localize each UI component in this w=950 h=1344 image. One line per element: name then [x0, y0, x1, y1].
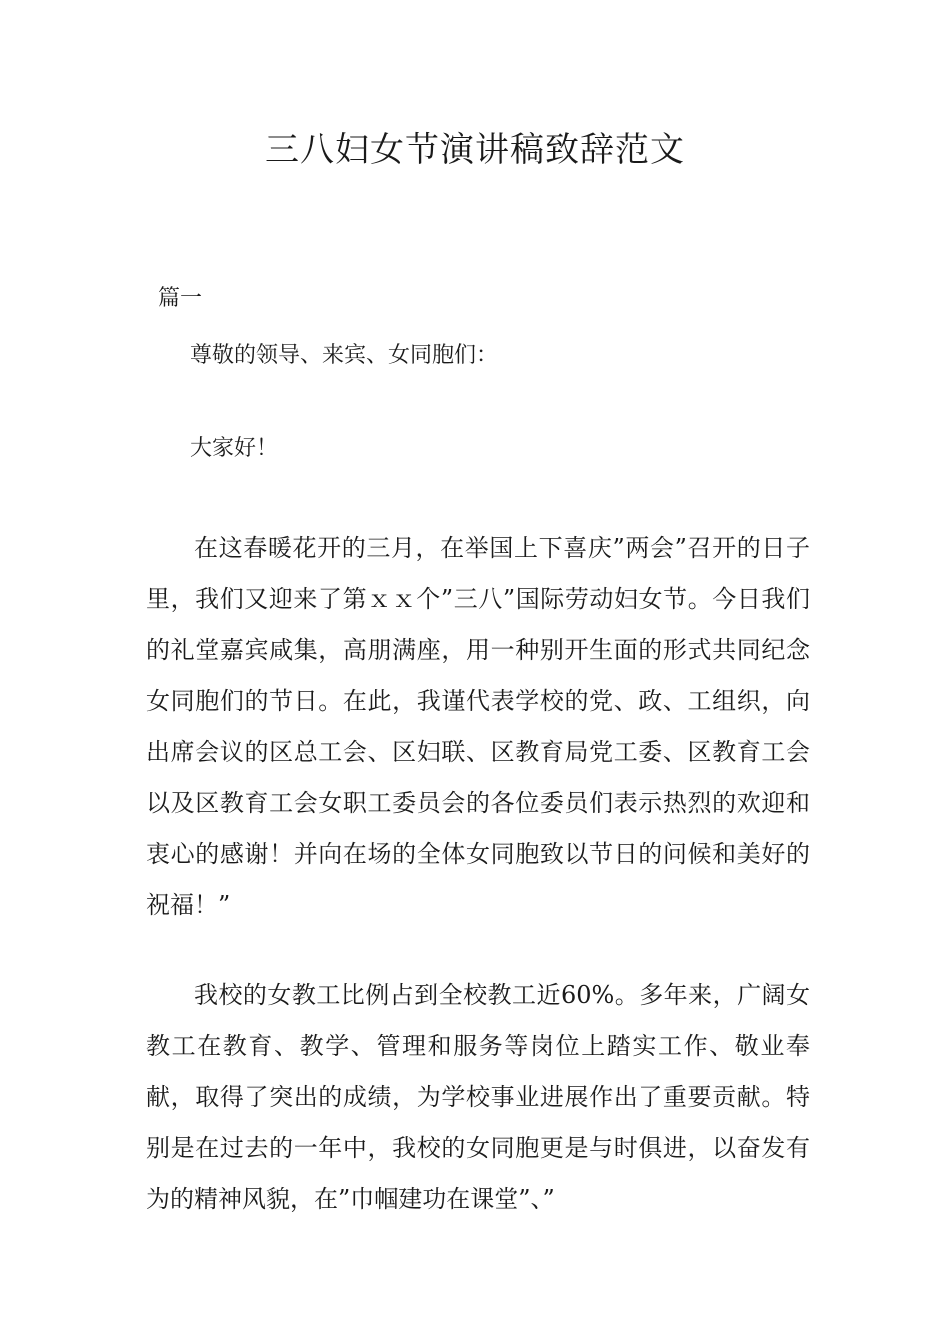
- body-paragraph-1: 在这春暖花开的三月，在举国上下喜庆”两会”召开的日子里，我们又迎来了第ｘｘ个”三八”国际劳动妇女节。今日我们的礼堂嘉宾咸集，高朋满座，用一种别开生面的形式共同纪念女同胞们的节日。在此，我谨代表学校的党、政、工组织，向出席会议的区总工会、区妇联、区教育局党工委、区教育工会以及区教育工会女职工委员会的各位委员们表示热烈的欢迎和衷心的感谢！并向在场的全体女同胞致以节日的问候和美好的祝福！”: [146, 534, 810, 919]
- salutation-paragraph: 尊敬的领导、来宾、女同胞们：: [190, 343, 499, 368]
- greeting-paragraph: 大家好！: [190, 436, 279, 461]
- body-paragraph-2: 我校的女教工比例占到全校教工近60%。多年来，广阔女教工在教育、教学、管理和服务等岗位上踏实工作、敬业奉献，取得了突出的成绩，为学校事业进展作出了重要贡献。特别是在过去的一年中，我校的女同胞更是与时俱进，以奋发有为的精神风貌，在”巾帼建功在课堂”、”: [146, 981, 810, 1213]
- document-title: 三八妇女节演讲稿致辞范文: [265, 130, 685, 170]
- section-label: 篇一: [158, 286, 203, 311]
